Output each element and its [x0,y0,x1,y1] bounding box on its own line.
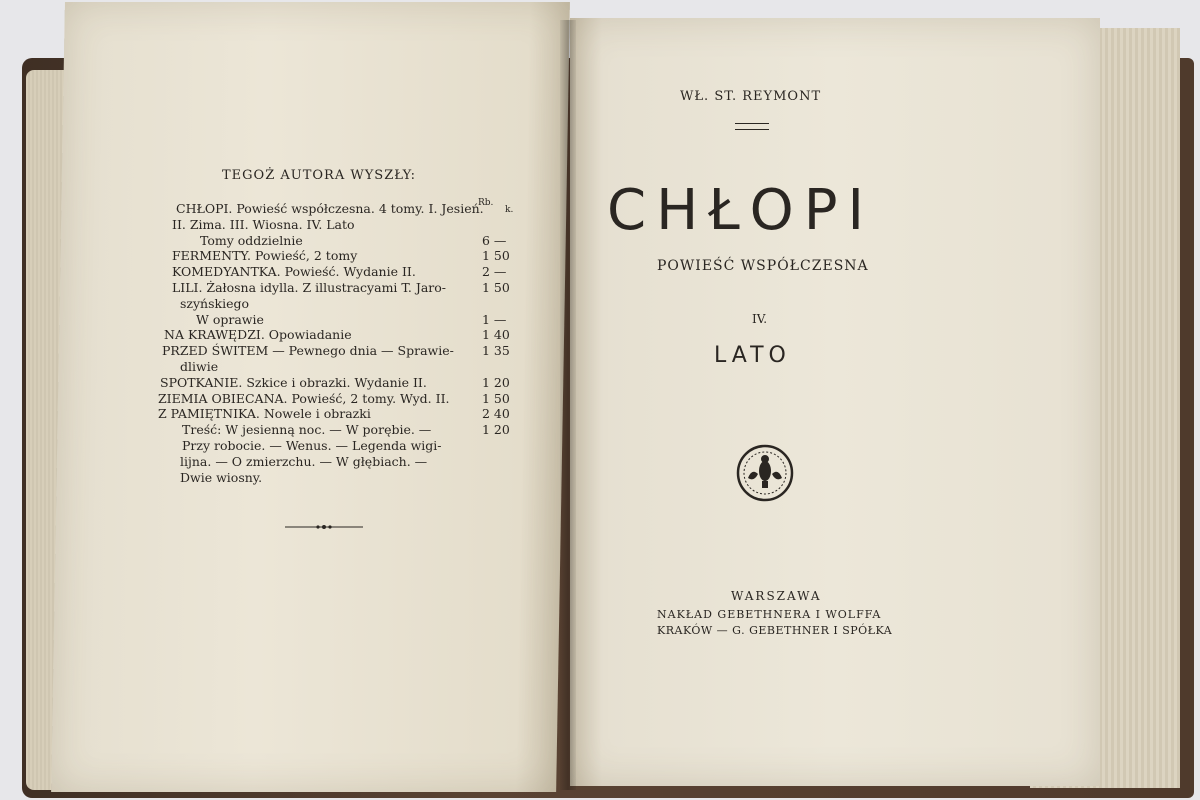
list-item-text: NA KRAWĘDZI. Opowiadanie [164,327,352,343]
list-item-text: Dwie wiosny. [180,469,263,485]
book-subtitle: POWIEŚĆ WSPÓŁCZESNA [657,258,869,274]
list-item [172,248,357,263]
list-item [182,422,431,437]
list-item [172,217,355,232]
price-column-k: k. [505,205,514,215]
list-item-price: 6 — [482,232,507,248]
list-item-price: 1 20 [482,374,510,390]
list-item [176,201,484,216]
publisher-line-2: KRAKÓW — G. GEBETHNER I SPÓŁKA [657,624,893,637]
list-item-price: 1 20 [482,422,510,438]
volume-number: IV. [752,312,768,326]
list-item-text: szyńskiego [180,295,250,311]
list-item [158,406,371,421]
publisher-line-1: NAKŁAD GEBETHNERA I WOLFFA [657,608,882,621]
list-item-price: 2 40 [482,406,510,422]
list-item-text: LILI. Żałosna idylla. Z illustracyami T. Jaro- [172,280,447,295]
publication-city: WARSZAWA [731,589,822,603]
list-heading: TEGOŻ AUTORA WYSZŁY: [222,168,416,183]
list-item-price: 2 — [482,264,507,280]
list-item [200,233,303,248]
price-column-rb: Rb. [478,198,494,208]
list-item [180,454,427,469]
list-item-text: Tomy oddzielnie [200,232,303,248]
list-item-text: W oprawie [196,311,264,327]
list-item-price: 1 50 [482,390,510,406]
list-item [172,280,446,295]
list-item-text: CHŁOPI. Powieść współczesna. 4 tomy. I. Jesień. [176,201,484,216]
double-rule [735,123,769,130]
list-item [164,327,352,342]
list-item-text: II. Zima. III. Wiosna. IV. Lato [172,216,355,232]
list-item-price: 1 35 [482,343,510,359]
list-item-text: PRZED ŚWITEM — Pewnego dnia — Sprawie- [162,343,454,359]
ornament-divider [285,523,363,531]
author-name: WŁ. ST. REYMONT [680,89,822,104]
list-item [180,296,249,311]
list-item [162,343,454,358]
list-item-price: 1 — [482,311,507,327]
list-item-text: SPOTKANIE. Szkice i obrazki. Wydanie II. [160,374,427,390]
list-item-price: 1 40 [482,327,510,343]
list-item-price: 1 50 [482,280,510,295]
list-item [160,375,427,390]
book-title: CHŁOPI [607,178,875,243]
list-item-text: dliwie [180,359,219,374]
list-item-text: KOMEDYANTKA. Powieść. Wydanie II. [172,264,416,280]
book-gutter [560,20,576,790]
list-item-price: 1 50 [482,248,510,264]
list-item-text: Przy robocie. — Wenus. — Legenda wigi- [182,438,442,453]
right-page [570,18,1100,786]
list-item-text: lijna. — O zmierzchu. — W głębiach. — [180,453,428,469]
list-item [196,312,264,327]
list-item [180,359,218,374]
list-item-text: ZIEMIA OBIECANA. Powieść, 2 tomy. Wyd. II. [158,390,450,406]
list-item [172,264,416,279]
publisher-emblem-icon [736,444,794,502]
list-item [158,391,449,406]
list-item [182,438,442,453]
volume-title: LATO [714,343,791,368]
list-item-text: Treść: W jesienną noc. — W porębie. — [182,422,432,438]
list-item-text: Z PAMIĘTNIKA. Nowele i obrazki [158,406,371,422]
list-item [180,470,262,485]
list-item-text: FERMENTY. Powieść, 2 tomy [172,248,358,264]
